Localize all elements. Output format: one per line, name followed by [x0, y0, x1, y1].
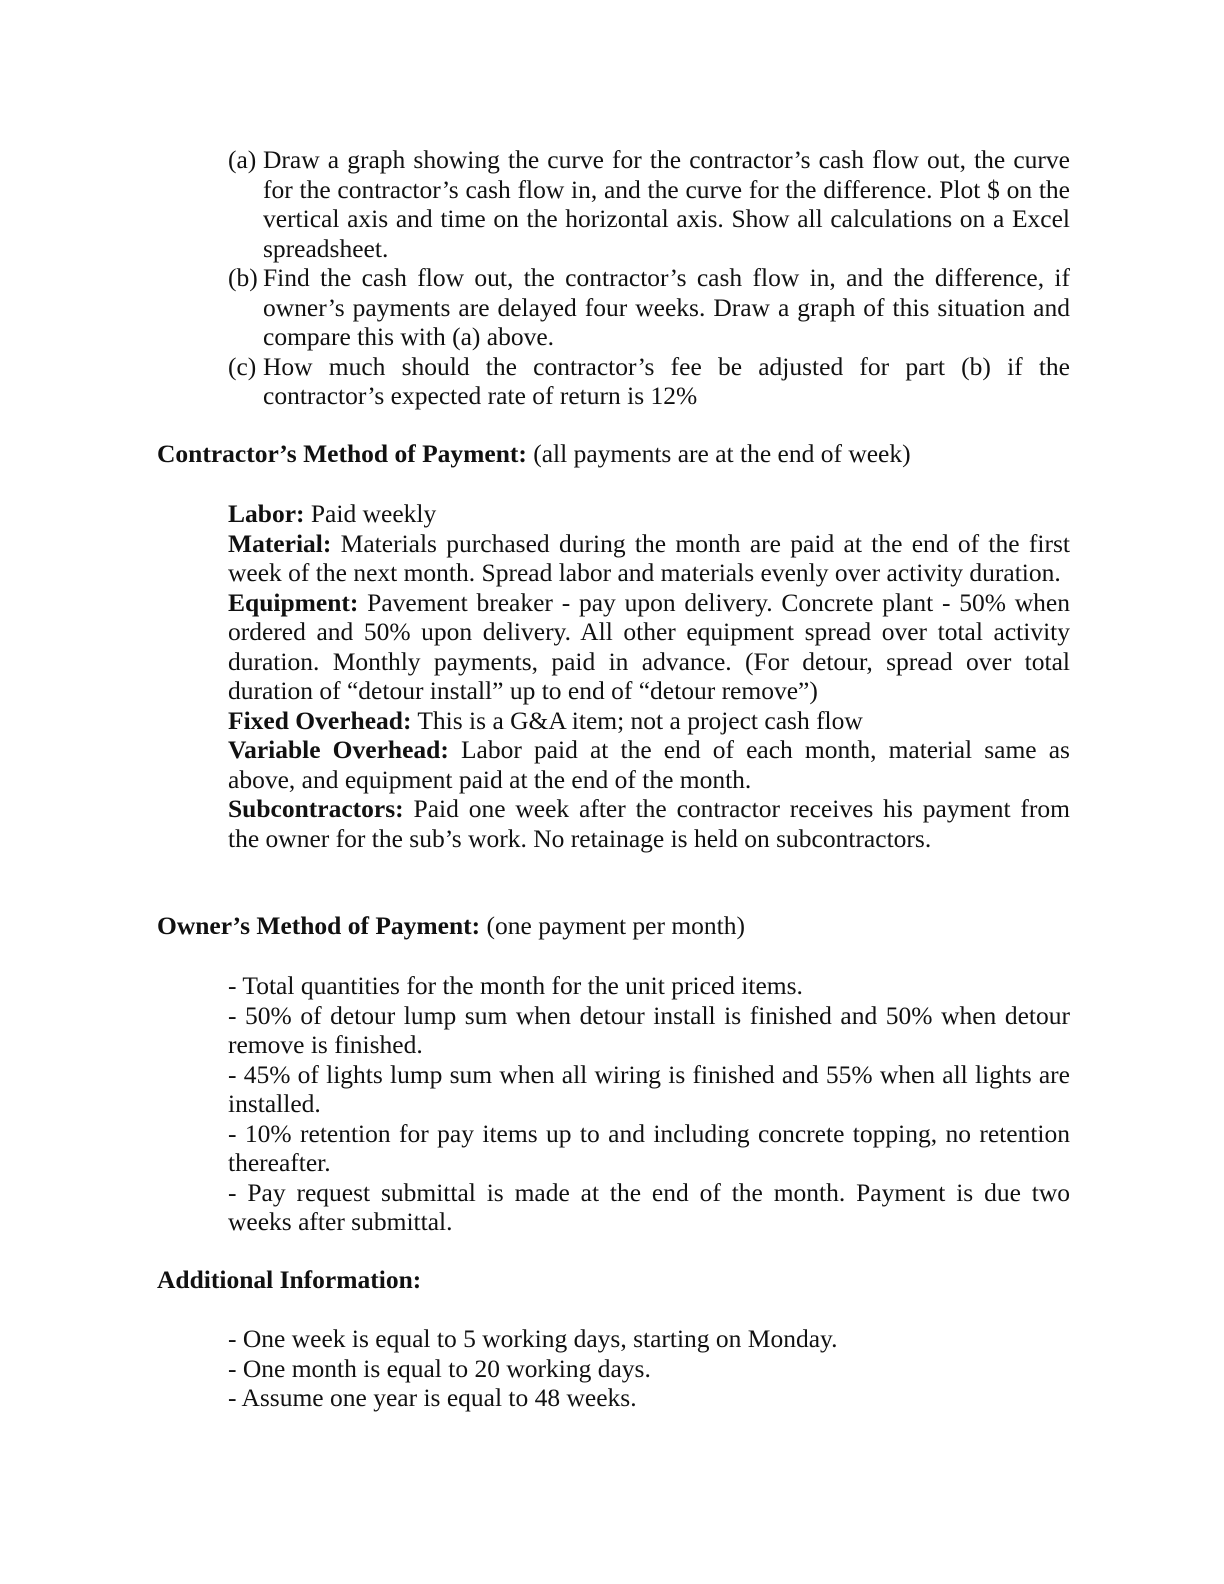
question-marker: (a)	[228, 145, 257, 174]
payment-item-equipment	[228, 588, 1070, 706]
contractor-payment-heading	[157, 439, 1070, 469]
owner-payment-note: (one payment per month)	[480, 911, 746, 940]
info-item: - One week is equal to 5 working days, starting on Monday.	[228, 1324, 838, 1353]
item-text: Labor paid at the end of each month, material same as above, and equipment paid at the end of the month.	[228, 735, 1070, 794]
question-text: Draw a graph showing the curve for the contractor’s cash flow out, the curve for the contractor’s cash flow in, and the curve for the difference. Plot $ on the vertical axis and time on the horizontal axis. Show all calculations on a Excel spreadsheet.	[263, 145, 1070, 263]
payment-item-labor	[228, 499, 1070, 529]
owner-item: - Pay request submittal is made at the end of the month. Payment is due two weeks after submittal.	[228, 1177, 1070, 1236]
item-text: Materials purchased during the month are paid at the end of the first week of the next month. Spread labor and materials evenly over activity duration.	[228, 528, 1070, 587]
payment-item-fixed-overhead	[228, 706, 1070, 736]
info-item: - Assume one year is equal to 48 weeks.	[228, 1383, 637, 1412]
question-b	[228, 263, 1070, 352]
item-label: Equipment:	[228, 587, 359, 617]
additional-info-title: Additional Information:	[157, 1265, 422, 1294]
question-text: How much should the contractor’s fee be adjusted for part (b) if the contractor’s expected rate of return is 12%	[263, 351, 1070, 410]
question-a	[228, 145, 1070, 263]
info-item: - One month is equal to 20 working days.	[228, 1353, 651, 1383]
item-label: Fixed Overhead:	[228, 705, 412, 735]
contractor-payment-list	[228, 499, 1070, 853]
payment-item-variable-overhead	[228, 735, 1070, 794]
additional-info-list	[228, 1324, 1070, 1413]
question-marker: (b)	[228, 263, 258, 292]
item-label: Material:	[228, 528, 332, 558]
item-text: Pavement breaker - pay upon delivery. Concrete plant - 50% when ordered and 50% upon delivery. All other equipment spread over total activity duration. Monthly payments, paid in advance. (For detour, spread over total duration of “detour install” up to end of “detour remove”)	[228, 587, 1070, 705]
payment-item-subcontractors	[228, 794, 1070, 853]
item-label: Variable Overhead:	[228, 735, 449, 764]
owner-item: - 45% of lights lump sum when all wiring is finished and 55% when all lights are installed.	[228, 1059, 1070, 1118]
item-text: Paid weekly	[304, 499, 437, 528]
item-text: Paid one week after the contractor receives his payment from the owner for the sub’s work. No retainage is held on subcontractors.	[228, 794, 1070, 853]
owner-item: - Total quantities for the month for the unit priced items.	[228, 971, 803, 1000]
additional-info-heading	[157, 1265, 1070, 1295]
item-text: This is a G&A item; not a project cash flow	[411, 705, 863, 735]
item-label: Labor:	[228, 499, 305, 528]
owner-payment-heading	[157, 911, 1070, 941]
owner-item: - 50% of detour lump sum when detour install is finished and 50% when detour remove is finished.	[228, 1000, 1070, 1059]
owner-item: - 10% retention for pay items up to and including concrete topping, no retention thereafter.	[228, 1118, 1070, 1177]
question-marker: (c)	[228, 351, 257, 381]
contractor-payment-note: (all payments are at the end of week)	[526, 439, 911, 468]
question-c	[228, 352, 1070, 411]
question-text: Find the cash flow out, the contractor’s cash flow in, and the difference, if owner’s payments are delayed four weeks. Draw a graph of this situation and compare this with (a) above.	[263, 263, 1070, 351]
item-label: Subcontractors:	[228, 794, 404, 823]
payment-item-material	[228, 529, 1070, 588]
question-list	[228, 145, 1070, 411]
contractor-payment-title: Contractor’s Method of Payment:	[157, 439, 527, 468]
owner-payment-title: Owner’s Method of Payment:	[157, 911, 481, 940]
owner-payment-list	[228, 971, 1070, 1237]
